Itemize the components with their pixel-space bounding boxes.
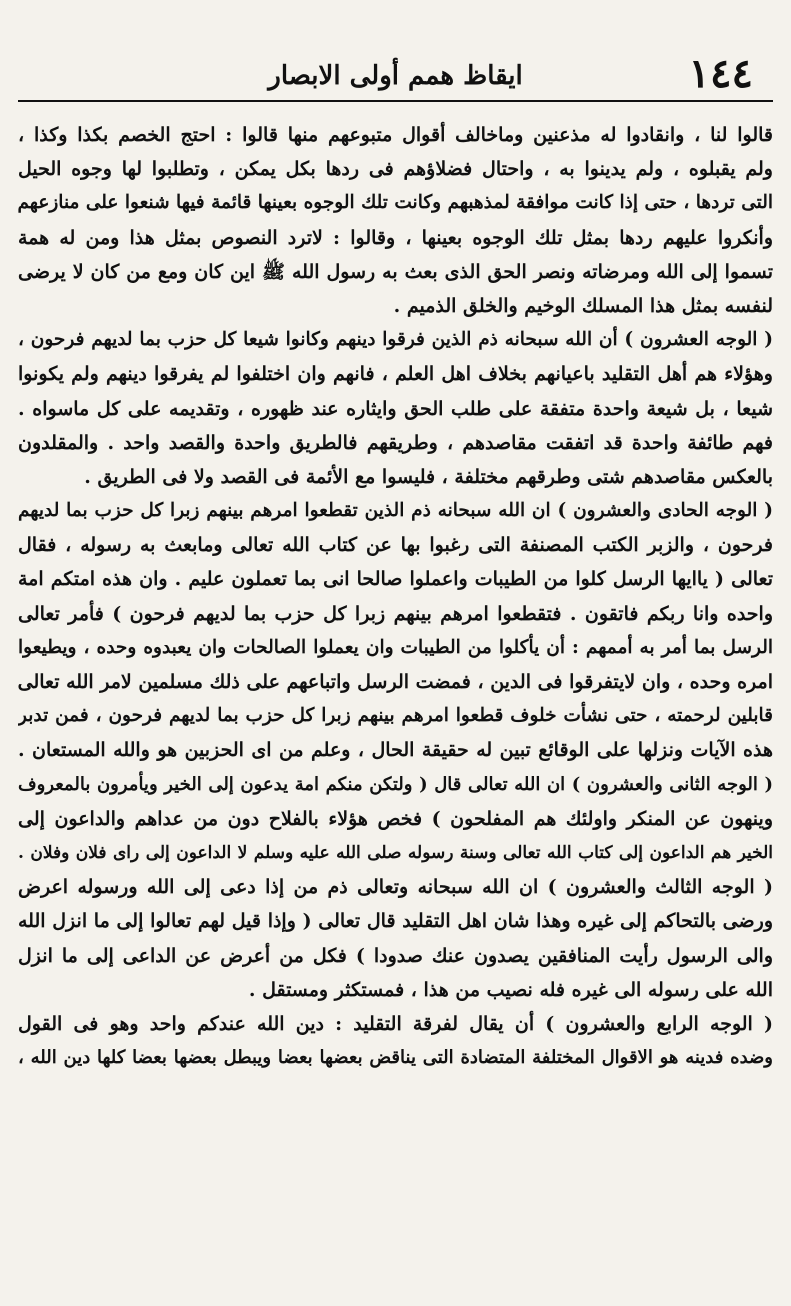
text-line: تسموا إلى الله ومرضاته ونصر الحق الذى بعث به رسول الله ﷺ اين كان ومع من كان لا يرضى [18, 260, 773, 283]
text-line: ( الوجه الرابع والعشرون ) أن يقال لفرقة التقليد : دين الله عندكم واحد وهو فى القول [18, 1012, 773, 1035]
page-number: ١٤٤ [688, 50, 753, 97]
text-line: وأنكروا عليهم ردها بمثل تلك الوجوه بعينها ، وقالوا : لاترد النصوص بمثل هذا ومن له همة [18, 226, 773, 249]
text-line: وينهون عن المنكر واولئك هم المفلحون ) فخص هؤلاء بالفلاح دون من عداهم والداعون إلى [18, 807, 773, 830]
text-line: قابلين لرحمته ، حتى نشأت خلوف قطعوا امرهم بينهم زبرا كل حزب بما لديهم فرحون ، فمن تدبر [18, 705, 773, 727]
text-line: ( الوجه الثانى والعشرون ) ان الله تعالى قال ( ولتكن منكم امة يدعون إلى الخير ويأمرون بالمعروف [18, 773, 773, 795]
text-line: شيعا ، بل شيعة واحدة متفقة على طلب الحق وايثاره عند ظهوره ، وتقديمه على كل ماسواه . [18, 397, 773, 420]
text-line: ولم يقبلوه ، ولم يدينوا به ، واحتال فضلاؤهم فى ردها بكل يمكن ، وتطلبوا لها وجوه الحيل [18, 158, 773, 181]
text-line: الخير هم الداعون إلى كتاب الله تعالى وسنة رسوله صلى الله عليه وسلم لا الداعون إلى راى فلان وفلان . [18, 842, 773, 863]
text-line: والى الرسول رأيت المنافقين يصدون عنك صدودا ) فكل من أعرض عن الداعى إلى ما انزل [18, 944, 773, 967]
running-title: ايقاظ همم أولى الابصار [268, 61, 523, 91]
text-line: ورضى بالتحاكم إلى غيره وهذا شان اهل التقليد قال تعالى ( وإذا قيل لهم تعالوا إلى ما انزل الله [18, 910, 773, 933]
text-line: ( الوجه الثالث والعشرون ) ان الله سبحانه وتعالى ذم من إذا دعى إلى الله ورسوله اعرض [18, 876, 773, 899]
text-line: وضده فدينه هو الاقوال المختلفة المتضادة التى يناقض بعضها بعضا ويبطل بعضها بعضا كلها دين الله ، [18, 1047, 773, 1069]
text-line: وهؤلاء هم أهل التقليد باعيانهم بخلاف اهل العلم ، فانهم وان اختلفوا لم يفرقوا دينهم ولم يكونوا [18, 363, 773, 386]
text-line: بالعكس مقاصدهم شتى وطرقهم مختلفة ، فليسوا مع الأئمة فى القصد ولا فى الطريق . [84, 465, 773, 488]
text-line: لنفسه بمثل هذا المسلك الوخيم والخلق الذميم . [393, 294, 773, 317]
text-line: قالوا لنا ، وانقادوا له مذعنين وماخالف أقوال متبوعهم منها قالوا : احتج الخصم بكذا وكذا ، [18, 124, 773, 146]
text-line: الله على رسوله الى غيره فله نصيب من هذا ، فمستكثر ومستقل . [248, 978, 773, 1001]
text-line: فرحون ، والزبر الكتب المصنفة التى رغبوا بها عن كتاب الله تعالى ومابعث به رسوله ، فقال [18, 534, 773, 557]
text-line: فهم طائفة واحدة قد اتفقت مقاصدهم ، وطريقهم فالطريق واحدة والقصد واحد . والمقلدون [18, 431, 773, 454]
text-line: واحده وانا ربكم فاتقون . فتقطعوا امرهم بينهم زبرا كل حزب بما لديهم فرحون ) فأمر تعالى [18, 602, 773, 625]
text-line: ( الوجه الحادى والعشرون ) ان الله سبحانه ذم الذين تقطعوا امرهم بينهم زبرا كل حزب بما لديهم [18, 500, 773, 522]
body-text [18, 118, 773, 1075]
text-line: هذه الآيات ونزلها على الوقائع تبين له حقيقة الحال ، وعلم من اى الحزبين هو والله المستعان . [18, 739, 773, 762]
text-line: الرسل بما أمر به أممهم : أن يأكلوا من الطيبات وان يعملوا الصالحات وان يعبدوه وحده ، ويطيعوا [18, 636, 773, 658]
text-line: تعالى ( ياايها الرسل كلوا من الطيبات واعملوا صالحا انى بما تعملون عليم . وان هذه امتكم امة [18, 568, 773, 591]
text-line: ( الوجه العشرون ) أن الله سبحانه ذم الذين فرقوا دينهم وكانوا شيعا كل حزب بما لديهم فرحون ، [18, 329, 773, 351]
text-line: امره وحده ، وان لايتفرقوا فى الدين ، فمضت الرسل واتباعهم على ذلك مسلمين لامر الله تعالى [18, 671, 773, 693]
page-header [18, 48, 773, 102]
text-line: التى تردها ، حتى إذا كانت موافقة لمذهبهم وكانت تلك الوجوه بعينها قائمة فيها شنعوا على منازعهم [18, 192, 773, 214]
